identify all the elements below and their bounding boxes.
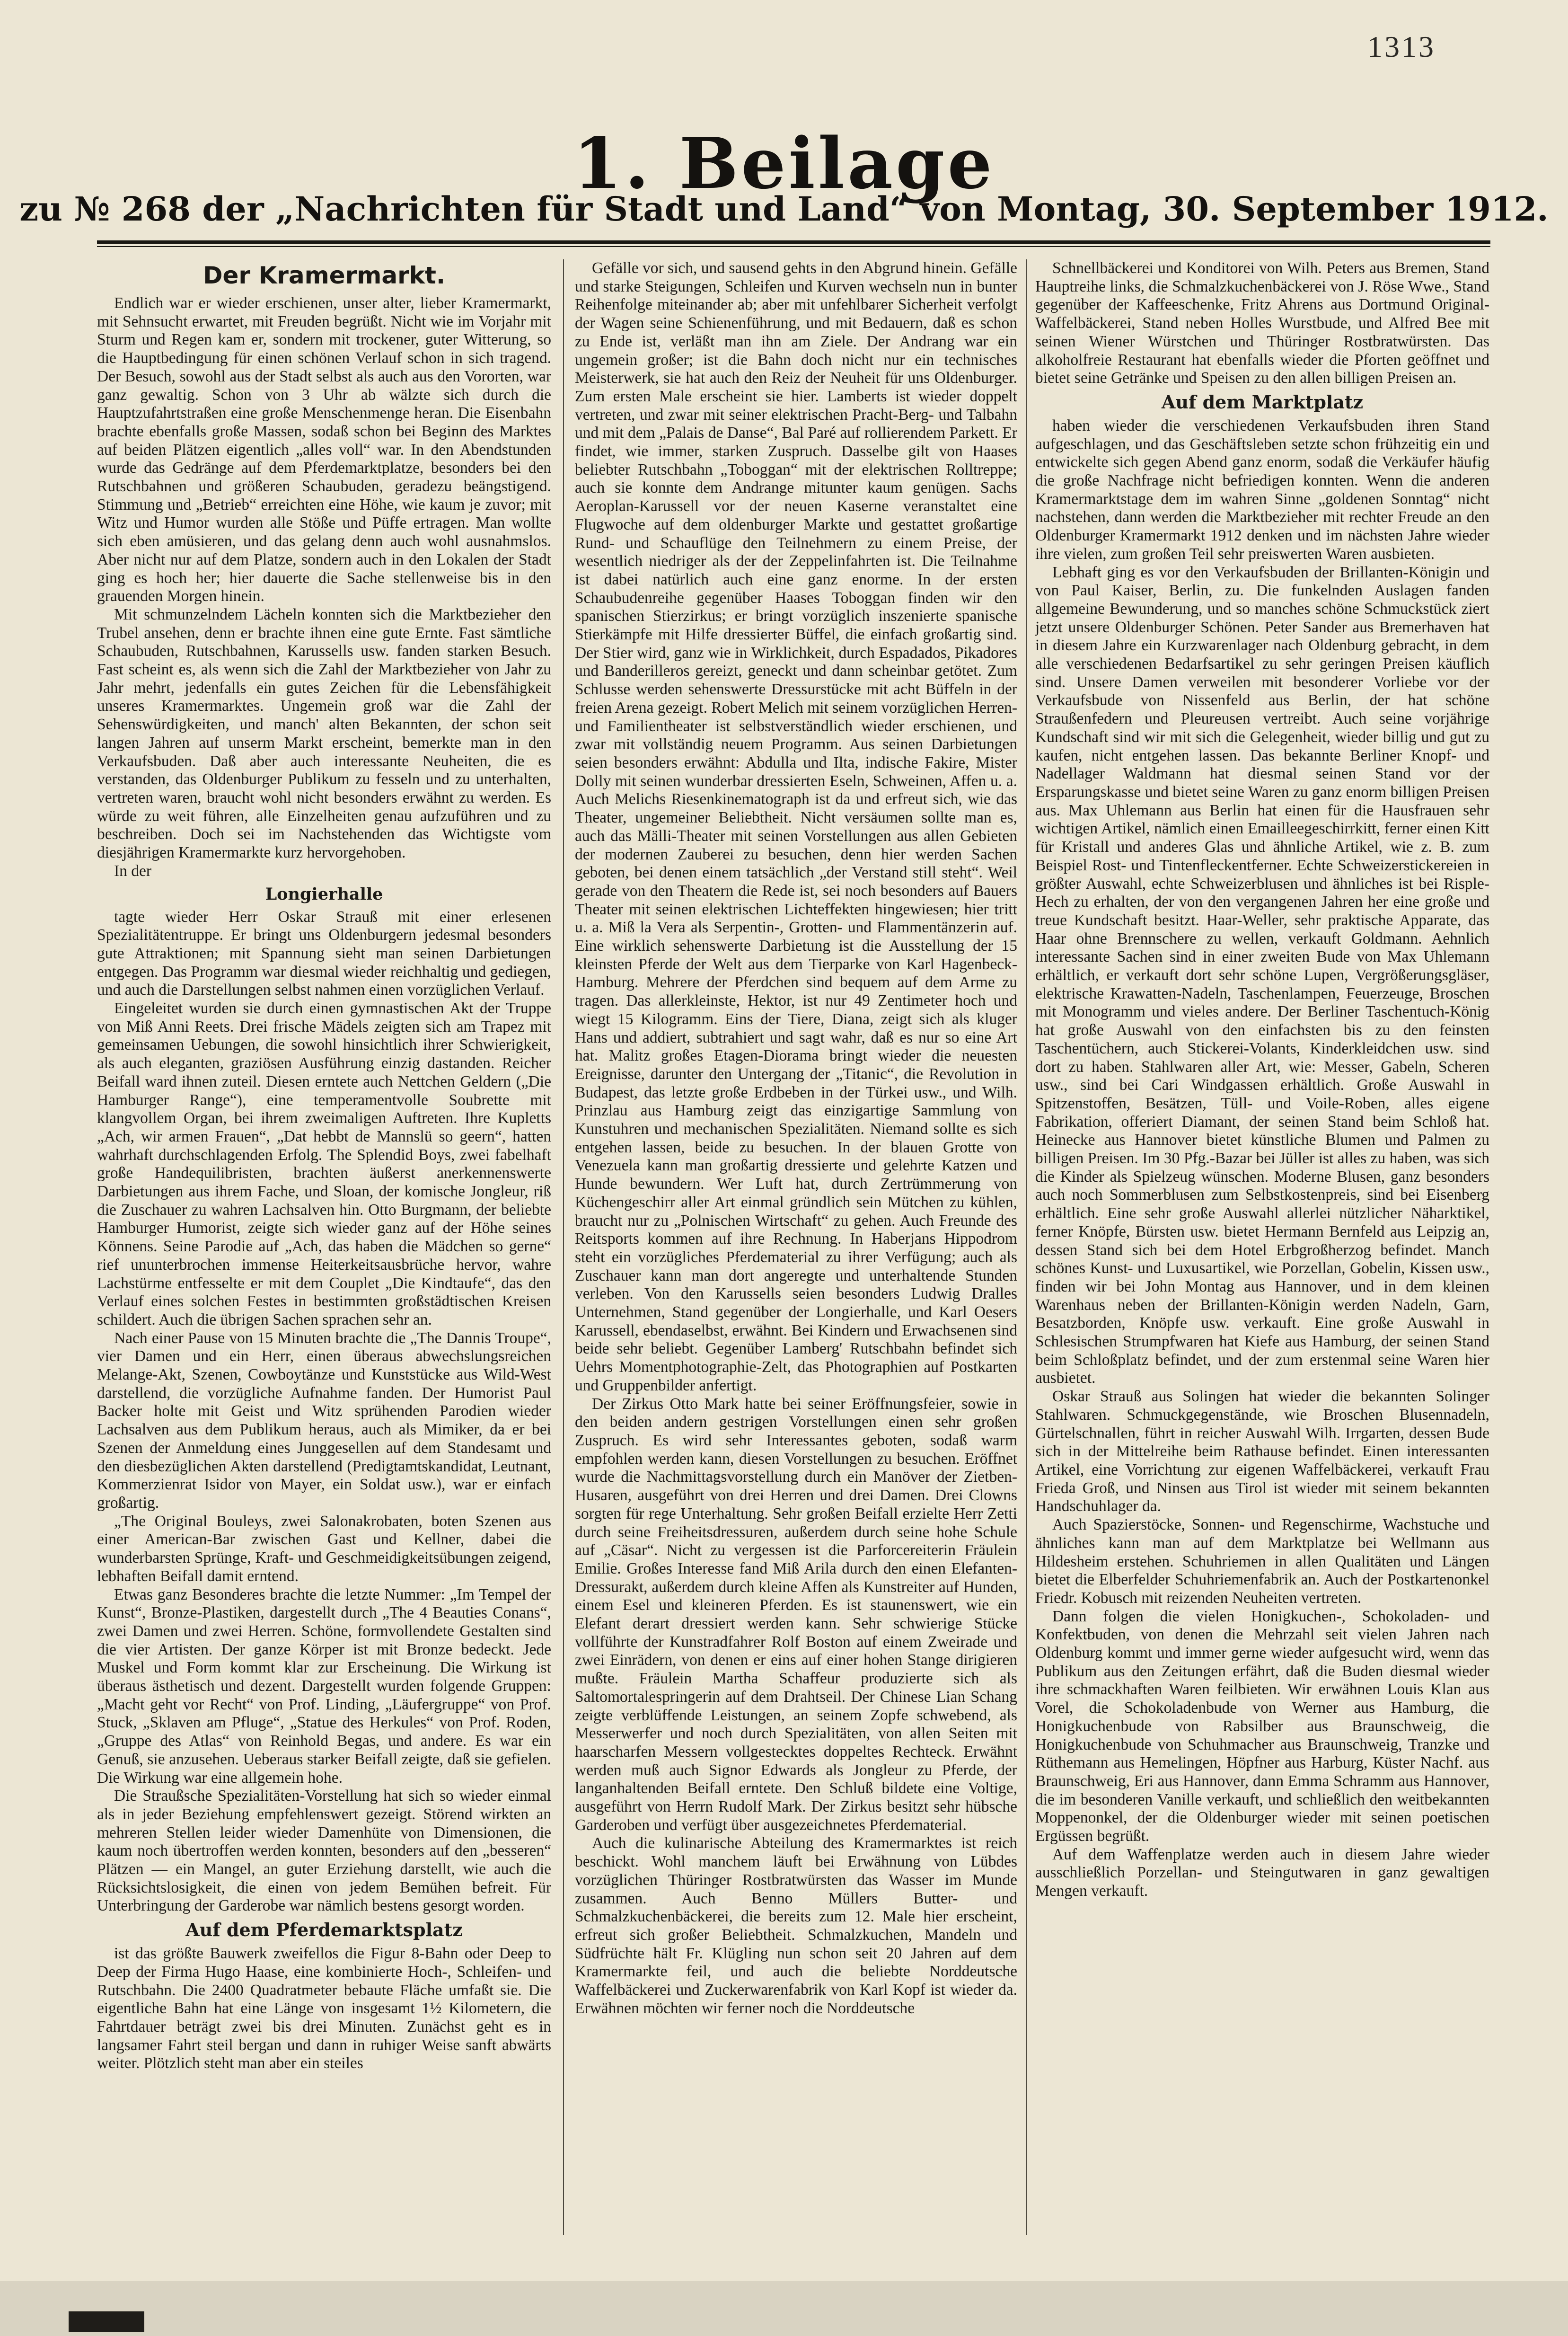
- section-subheading: Longierhalle: [265, 884, 383, 904]
- article-paragraph: Gefälle vor sich, und sausend gehts in den Abgrund hinein. Gefälle und starke Steigungen, Schleifen und Kurven wechseln nun in bunter Reihenfolge miteinander ab; aber mit unfehlbarer Sicherheit verfolgt der Wagen seine Schienenführung, und mit Bedauern, daß es schon zu Ende ist, verläßt man ihn am Ziele. Der Andrang war ein ungemein großer; ist die Bahn doch nicht nur ein technisches Meisterwerk, sie hat auch den Reiz der Neuheit für uns Oldenburger. Zum ersten Male erscheint sie hier. Lamberts ist wieder doppelt vertreten, und zwar mit seiner elektrischen Pracht-Berg- und Talbahn und mit dem „Palais de Danse“, Bal Paré auf rollierendem Parkett. Er findet, wie immer, starken Zuspruch. Dasselbe gilt von Haases beliebter Rutschbahn „Toboggan“ mit der elektrischen Rolltreppe; auch sie konnte dem Andrange mitunter kaum genügen. Sachs Aeroplan-Karussell vor der neuen Kaserne veranstaltet eine Flugwoche auf dem oldenburger Markte und gestattet großartige Rund- und Schauflüge den Teilnehmern zu einem Preise, der wesentlich niedriger als der der Zeppelinfahrten ist. Die Teilnahme ist dabei natürlich auch eine ganz enorme. In der ersten Schaubudenreihe gegenüber Haases Toboggan finden wir den spanischen Stierzirkus; er bringt vorzüglich inszenierte spanische Stierkämpfe mit Hilfe dressierter Büffel, die einfach großartig sind. Der Stier wird, ganz wie in Wirklichkeit, durch Espadados, Pikadores und Banderilleros gereizt, geneckt und dann scheinbar getötet. Zum Schlusse werden sehenswerte Dressurstücke mit acht Büffeln in der freien Arena gezeigt. Robert Melich mit seinem vorzüglichen Herren- und Familientheater ist selbstverständlich wieder erschienen, und zwar mit vollständig neuem Programm. Aus seinen Darbietungen seien besonders erwähnt: Abdulla und Ilta, indische Fakire, Mister Dolly mit seinen wunderbar dressierten Eseln, Schweinen, Affen u. a. Auch Melichs Riesenkinematograph ist da und erfreut sich, wie das Theater, ungemeiner Beliebtheit. Nicht versäumen sollte man es, auch das Mälli-Theater mit seinen Vorstellungen aus allen Gebieten der modernen Zauberei zu besuchen, denn hier werden Sachen geboten, bei denen einem tatsächlich „der Verstand still steht“. Weil gerade von den Theatern die Rede ist, sei noch besonders auf Bauers Theater mit seinen elektrischen Lichteffekten hingewiesen; hier tritt u. a. Miß la Vera als Serpentin-, Grotten- und Flammentänzerin auf. Eine wirklich sehenswerte Darbietung ist die Ausstellung der 15 kleinsten Pferde der Welt aus dem Tierparke von Karl Hagenbeck-Hamburg. Mehrere der Pferdchen sind bequem auf dem Arme zu tragen. Das allerkleinste, Hektor, ist nur 49 Zentimeter hoch und wiegt 15 Kilogramm. Eins der Tiere, Diana, zeigt sich als kluger Hans und addiert, subtrahiert und sagt wahr, daß es nur so eine Art hat. Malitz großes Etagen-Diorama bringt wieder die neuesten Ereignisse, darunter den Untergang der „Titanic“, die Revolution in Budapest, das letzte große Erdbeben in der Türkei usw., und Wilh. Prinzlau aus Hamburg zeigt das einzigartige Sammlung von Kunstuhren und mechanischen Spezialitäten. Niemand sollte es sich entgehen lassen, beide zu besuchen. In der blauen Grotte von Venezuela kann man großartig dressierte und gelehrte Katzen und Hunde bewundern. Wer Luft hat, durch Zertrümmerung von Küchengeschirr aller Art einmal gründlich sein Mütchen zu kühlen, braucht nur zu „Polnischen Wirtschaft“ zu gehen. Auch Freunde des Reitsports kommen auf ihre Rechnung. In Haberjans Hippodrom steht ein vorzügliches Pferdematerial zu ihrer Verfügung; auch als Zuschauer kann man dort angeregte und unterhaltende Stunden verleben. Von den Karussells seien besonders Ludwig Dralles Unternehmen, Stand gegenüber der Longierhalle, und Karl Oesers Karussell, ebendaselbst, erwähnt. Bei Kindern und Erwachsenen sind beide sehr beliebt. Gegenüber Lamberg' Rutschbahn befindet sich Uehrs Momentphotographie-Zelt, das Photographien auf Postkarten und Gruppenbilder anfertigt.: [575, 259, 1017, 1394]
- page-number: 1313: [1367, 30, 1436, 63]
- article-paragraph: Die Straußsche Spezialitäten-Vorstellung hat sich so wieder einmal als in jeder Beziehung empfehlenswert gezeigt. Störend wirkten an mehreren Stellen leider wieder Damenhüte von Dimensionen, die kaum noch übertroffen werden konnten, besonders auf den „besseren“ Plätzen — ein Mangel, an guter Erziehung darstellt, wie auch die Rücksichtslosigkeit, die einen von jedem Bemühen befreit. Für Unterbringung der Garderobe war nämlich bestens gesorgt worden.: [97, 1787, 551, 1915]
- article-paragraph: haben wieder die verschiedenen Verkaufsbuden ihren Stand aufgeschlagen, und das Geschäftsleben setzte schon frühzeitig ein und entwickelte sich gegen Abend ganz enorm, sodaß die Verkäufer häufig die große Nachfrage nicht befriedigen konnten. Wenn die anderen Kramermarktstage dem im wahren Sinne „goldenen Sonntag“ nicht nachstehen, dann werden die Marktbezieher mit rechter Freude an den Oldenburger Kramermarkt 1912 denken und im nächsten Jahre wieder ihre vielen, zum großen Teil sehr preiswerten Waren ausbieten.: [1035, 416, 1489, 563]
- article-heading: Der Kramermarkt.: [203, 262, 445, 289]
- masthead-rule-thin: [97, 246, 1490, 247]
- article-column-2: [575, 259, 1017, 2235]
- column-separator: [1026, 259, 1027, 2235]
- article-paragraph: Endlich war er wieder erschienen, unser alter, lieber Kramermarkt, mit Sehnsucht erwartet, mit Freuden begrüßt. Nicht wie im Vorjahr mit Sturm und Regen kam er, sondern mit trockener, guter Witterung, so die Hauptbedingung für einen schönen Verlauf schon in sich tragend. Der Besuch, sowohl aus der Stadt selbst als auch aus den Vororten, war ganz gewaltig. Schon von 3 Uhr ab wälzte sich durch die Hauptzufahrtstraßen eine große Menschenmenge heran. Die Eisenbahn brachte ebenfalls große Massen, sodaß schon bei Beginn des Marktes auf beiden Plätzen eigentlich „alles voll“ war. In den Abendstunden wurde das Gedränge auf dem Pferdemarktplatze, besonders bei den Rutschbahnen und größeren Schaubuden, geradezu beängstigend. Stimmung und „Betrieb“ erreichten eine Höhe, wie kaum je zuvor; mit Witz und Humor wurden alle Stöße und Püffe ertragen. Man wollte sich eben amüsieren, und das gelang denn auch wohl ausnahmslos. Aber nicht nur auf dem Platze, sondern auch in den Lokalen der Stadt ging es hoch her; hier dauerte die Sache stellenweise bis in den grauenden Morgen hinein.: [97, 294, 551, 605]
- article-paragraph: Lebhaft ging es vor den Verkaufsbuden der Brillanten-Königin und von Paul Kaiser, Berlin, zu. Die funkelnden Auslagen fanden allgemeine Bewunderung, und so manches schöne Schmuckstück ziert jetzt unsere Oldenburger Schönen. Peter Sander aus Bremerhaven hat in diesem Jahre ein Kurzwarenlager nach Oldenburg gebracht, in dem alle verschiedenen Bedarfsartikel zu sehr geringen Preisen käuflich sind. Unsere Damen verweilen mit besonderer Vorliebe vor der Verkaufsbude von Nissenfeld aus Berlin, der hat schöne Straußenfedern und Pleureusen vertreibt. Auch seine vorjährige Kundschaft sind wir mit sich die Gelegenheit, wieder billig und gut zu kaufen, nicht entgehen lassen. Das bekannte Berliner Knopf- und Nadellager Waldmann hat diesmal seinen Stand vor der Ersparungskasse und bietet seine Waren zu ganz enorm billigen Preisen aus. Max Uhlemann aus Berlin hat einen für die Hausfrauen sehr wichtigen Artikel, nämlich einen Emailleegeschirrkitt, ferner einen Kitt für Kristall und anderes Glas und ähnliche Artikel, wie z. B. zum Beispiel Rost- und Tintenfleckentferner. Echte Schweizerstickereien in größter Auswahl, echte Schweizerblusen und ähnliches ist bei Risple-Hech zu erhalten, der von den vergangenen Jahren her eine große und treue Kundschaft besitzt. Haar-Weller, sehr praktische Apparate, das Haar ohne Brennschere zu wellen, verkauft Goldmann. Aehnlich interessante Sachen sind in einer zweiten Bude von Max Uhlemann erhältlich, er verkauft dort sehr schöne Lupen, Vergrößerungsgläser, elektrische Krawatten-Nadeln, Taschenlampen, Feuerzeuge, Broschen mit Monogramm und vieles andere. Der Berliner Taschentuch-König hat große Auswahl von den einfachsten bis zu den feinsten Taschentüchern, auch Stickerei-Volants, Kinderkleidchen usw. sind dort zu haben. Stahlwaren aller Art, wie: Messer, Gabeln, Scheren usw., sind bei Cari Windgassen erhältlich. Große Auswahl in Spitzenstoffen, Besätzen, Tüll- und Voile-Roben, alles eigene Fabrikation, offeriert Diamant, der seinen Stand beim Schloß hat. Heinecke aus Hannover bietet künstliche Blumen und Palmen zu billigen Preisen. Im 30 Pfg.-Bazar bei Jüller ist alles zu haben, was sich die Kinder als Spielzeug wünschen. Moderne Blusen, ganz besonders auch noch Sommerblusen zum Selbstkostenpreis, sind bei Eisenberg erhältlich. Eine sehr große Auswahl allerlei nützlicher Näharktikel, ferner Knöpfe, Bürsten usw. bietet Hermann Bernfeld aus Leipzig an, dessen Stand sich bei dem Hotel Erbgroßherzog befindet. Manch schönes Kunst- und Luxusartikel, wie Porzellan, Gobelin, Kissen usw., finden wir bei John Montag aus Hannover, und in dem kleinen Warenhaus neben der Brillanten-Königin werden Nadeln, Garn, Besatzborden, Knöpfe usw. verkauft. Eine große Auswahl in Schlesischen Strumpfwaren hat Kiefe aus Hamburg, der seinen Stand beim Schloßplatz befindet, und der zum erstenmal seine Waren hier ausbietet.: [1035, 563, 1489, 1387]
- scan-tape-mark: [69, 2311, 144, 2332]
- article-paragraph: Auf dem Waffenplatze werden auch in diesem Jahre wieder ausschließlich Porzellan- und Steingutwaren in ganz gewaltigen Mengen verkauft.: [1035, 1845, 1489, 1900]
- article-paragraph: ist das größte Bauwerk zweifellos die Figur 8-Bahn oder Deep to Deep der Firma Hugo Haase, eine kombinierte Hoch-, Schleifen- und Rutschbahn. Die 2400 Quadratmeter bebaute Fläche umfaßt sie. Die eigentliche Bahn hat eine Länge von insgesamt 1½ Kilometern, die Fahrtdauer beträgt zwei bis drei Minuten. Zunächst geht es in langsamer Fahrt steil bergan und dann in ruhiger Weise sanft abwärts weiter. Plötzlich steht man aber ein steiles: [97, 1945, 551, 2072]
- supplement-subtitle: zu № 268 der „Nachrichten für Stadt und Land“ von Montag, 30. September 1912.: [19, 189, 1549, 229]
- column-separator: [563, 259, 564, 2235]
- article-paragraph: Etwas ganz Besonderes brachte die letzte Nummer: „Im Tempel der Kunst“, Bronze-Plastiken, dargestellt durch „The 4 Beauties Conans“, zwei Damen und zwei Herren. Schöne, formvollendete Gestalten sind die vier Artisten. Der ganze Körper ist mit Bronze bedeckt. Jede Muskel und Form kommt klar zur Erscheinung. Die Wirkung ist überaus ästhetisch und dezent. Dargestellt wurden folgende Gruppen: „Macht geht vor Recht“ von Prof. Linding, „Läufergruppe“ von Prof. Stuck, „Sklaven am Pfluge“, „Statue des Herkules“ von Prof. Roden, „Gruppe des Atlas“ von Reinhold Begas, und andere. Es war ein Genuß, sie anzusehen. Ueberaus starker Beifall zeigte, daß sie gefielen. Die Wirkung war eine allgemein hohe.: [97, 1585, 551, 1787]
- article-paragraph: Mit schmunzelndem Lächeln konnten sich die Marktbezieher den Trubel ansehen, denn er brachte ihnen eine gute Ernte. Fast sämtliche Schaubuden, Rutschbahnen, Karussells usw. fanden starken Besuch. Fast scheint es, als wenn sich die Zahl der Marktbezieher von Jahr zu Jahr mehrt, jedenfalls ein gutes Zeichen für die Lebensfähigkeit unseres Kramermarktes. Ungemein groß war die Zahl der Sehenswürdigkeiten, und manch' alten Bekannten, der schon seit langen Jahren auf unserm Markt erscheint, bemerkte man in den Verkaufsbuden. Daß aber auch interessante Neuheiten, die es verstanden, das Oldenburger Publikum zu fesseln und zu unterhalten, vertreten waren, braucht wohl nicht besonders erwähnt zu werden. Es würde zu weit führen, alle Einzelheiten genau aufzuführen und zu beschreiben. Doch sei im Nachstehenden das Wichtigste vom diesjährigen Kramermarkte kurz hervorgehoben.: [97, 605, 551, 862]
- article-paragraph: Schnellbäckerei und Konditorei von Wilh. Peters aus Bremen, Stand Hauptreihe links, die Schmalzkuchenbäckerei von J. Röse Wwe., Stand gegenüber der Kaffeeschenke, Fritz Ahrens aus Dortmund Original-Waffelbäckerei, Stand neben Holles Wurstbude, und Alfred Bee mit seinen Wiener Würstchen und Thüringer Rostbratwürsten. Das alkoholfreie Restaurant hat ebenfalls wieder die Pforten geöffnet und bietet seine Getränke und Speisen zu den allen billigen Preisen an.: [1035, 259, 1489, 387]
- supplement-title: 1. Beilage: [573, 122, 995, 204]
- section-subheading: Auf dem Pferdemarktsplatz: [185, 1919, 463, 1941]
- article-column-1: [97, 259, 551, 2235]
- article-paragraph: Nach einer Pause von 15 Minuten brachte die „The Dannis Troupe“, vier Damen und ein Herr, einen überaus abwechslungsreichen Melange-Akt, Szenen, Cowboytänze und Kunststücke aus Wild-West darstellend, die vorzügliche Aufnahme fanden. Der Humorist Paul Backer holte mit Geist und Witz sprühenden Parodien wieder Lachsalven aus dem Publikum heraus, auch als Mimiker, da er bei Szenen der Anmeldung eines Junggesellen auf dem Standesamt und den diesbezüglichen Akten darstellend (Predigtamtskandidat, Leutnant, Kommerzienrat Isidor von Mayer, ein Soldat usw.), war er einfach großartig.: [97, 1329, 551, 1512]
- section-subheading: Auf dem Marktplatz: [1161, 391, 1364, 413]
- article-column-3: [1035, 259, 1489, 2235]
- scan-bottom-strip: [0, 2281, 1568, 2336]
- article-paragraph: Auch die kulinarische Abteilung des Kramermarktes ist reich beschickt. Wohl manchem läuft bei Erwähnung von Lübdes vorzüglichen Thüringer Rostbratwürsten das Wasser im Munde zusammen. Auch Benno Müllers Butter- und Schmalzkuchenbäckerei, die bereits zum 12. Male hier erscheint, erfreut sich großer Beliebtheit. Schmalzkuchen, Mandeln und Südfrüchte hält Fr. Klügling nun schon seit 20 Jahren auf dem Kramermarkte feil, und auch die beliebte Norddeutsche Waffelbäckerei und Zuckerwarenfabrik von Karl Kopf ist wieder da. Erwähnen möchten wir ferner noch die Norddeutsche: [575, 1834, 1017, 2017]
- article-paragraph: tagte wieder Herr Oskar Strauß mit einer erlesenen Spezialitätentruppe. Er bringt uns Oldenburgern jedesmal besonders gute Attraktionen; mit Spannung sieht man seinen Darbietungen entgegen. Das Programm war diesmal wieder reichhaltig und gediegen, und auch die Darstellungen selbst nahmen einen vorzüglichen Verlauf.: [97, 908, 551, 999]
- article-paragraph: Oskar Strauß aus Solingen hat wieder die bekannten Solinger Stahlwaren. Schmuckgegenstände, wie Broschen Blusennadeln, Gürtelschnallen, führt in reicher Auswahl Wilh. Irrgarten, dessen Bude sich in der Mittelreihe beim Rathause befindet. Einen interessanten Artikel, eine Vorrichtung zur eigenen Waffelbäckerei, verkauft Frau Frieda Groß, und Ninsen aus Tirol ist wieder mit seinem bekannten Handschuhlager da.: [1035, 1388, 1489, 1515]
- article-paragraph: Dann folgen die vielen Honigkuchen-, Schokoladen- und Konfektbuden, von denen die Mehrzahl seit vielen Jahren nach Oldenburg kommt und immer gerne wieder aufgesucht wird, wenn das Publikum aus den Zeitungen erfährt, daß die Buden diesmal wieder ihre schmackhaften Waren feilbieten. Wir erwähnen Louis Klan aus Vorel, die Schokoladenbude von Werner aus Hamburg, die Honigkuchenbude von Rabsilber aus Braunschweig, die Honigkuchenbude von Schuhmacher aus Braunschweig, Tranzke und Rüthemann aus Hemelingen, Höpfner aus Harburg, Küster Nachf. aus Braunschweig, Eri aus Hannover, dann Emma Schramm aus Hannover, die im besonderen Vanille verkauft, und schließlich den weitbekannten Moppenonkel, der die Oldenburger wieder mit seinen poetischen Ergüssen begrüßt.: [1035, 1607, 1489, 1845]
- article-paragraph: „The Original Bouleys, zwei Salonakrobaten, boten Szenen aus einer American-Bar zwischen Gast und Kellner, dabei die wunderbarsten Sprünge, Kraft- und Geschmeidigkeitsübungen zeigend, lebhaften Beifall damit erntend.: [97, 1512, 551, 1585]
- article-paragraph: Eingeleitet wurden sie durch einen gymnastischen Akt der Truppe von Miß Anni Reets. Drei frische Mädels zeigten sich am Trapez mit gemeinsamen Uebungen, die sowohl hinsichtlich ihrer Schwierigkeit, als auch eleganten, graziösen Ausführung einzig dastanden. Reicher Beifall ward ihnen zuteil. Diesen erntete auch Nettchen Geldern („Die Hamburger Range“), eine temperamentvolle Soubrette mit klangvollem Organ, bei ihrem zweimaligen Auftreten. Ihre Kupletts „Ach, wir armen Frauen“, „Dat hebbt de Mannslü so geern“, hatten wahrhaft durchschlagenden Erfolg. The Splendid Boys, zwei fabelhaft große Handequilibristen, brachten äußerst anerkennenswerte Darbietungen aus ihrem Fache, und Sloan, der komische Jongleur, riß die Zuschauer zu wahren Lachsalven hin. Otto Burgmann, der beliebte Hamburger Humorist, zeigte sich wieder ganz auf der Höhe seines Könnens. Seine Parodie auf „Ach, das haben die Mädchen so gerne“ rief ununterbrochen immense Heiterkeitsausbrüche hervor, wahre Lachstürme entfesselte er mit dem Couplet „Die Kindtaufe“, das den Verlauf eines solchen Festes in bestimmten großstädtischen Kreisen schildert. Auch die übrigen Sachen sprachen sehr an.: [97, 1000, 551, 1328]
- article-paragraph: Auch Spazierstöcke, Sonnen- und Regenschirme, Wachstuche und ähnliches kann man auf dem Marktplatze bei Wellmann aus Hildesheim erstehen. Schuhriemen in allen Qualitäten und Längen bietet die Elberfelder Schuhriemenfabrik an. Auch der Postkartenonkel Friedr. Kobusch mit reizenden Neuheiten vertreten.: [1035, 1516, 1489, 1607]
- article-paragraph-lead: In der: [114, 862, 152, 880]
- article-paragraph: Der Zirkus Otto Mark hatte bei seiner Eröffnungsfeier, sowie in den beiden andern gestrigen Vorstellungen einen sehr großen Zuspruch. Es wird sehr Interessantes geboten, sodaß warm empfohlen werden kann, diesen Vorstellungen zu besuchen. Eröffnet wurde die Nachmittagsvorstellung durch ein Manöver der Zietben-Husaren, ausgeführt von drei Herren und drei Damen. Drei Clowns sorgten für rege Unterhaltung. Sehr großen Beifall erzielte Herr Zetti durch seine Freiheitsdressuren, außerdem durch seine hohe Schule auf „Cäsar“. Nicht zu vergessen ist die Parforcereiterin Fräulein Emilie. Großes Interesse fand Miß Arila durch den einen Elefanten-Dressurakt, außerdem durch kleine Affen als Kunstreiter auf Hunden, einem Esel und kleineren Pferden. Es ist staunenswert, wie ein Elefant derart dressiert werden kann. Sehr schwierige Stücke vollführte der Kunstradfahrer Rolf Boston auf einem Zweirade und zwei Einrädern, von denen er eins auf einer hohen Stange dirigieren mußte. Fräulein Martha Schaffeur produzierte sich als Saltomortalespringerin auf dem Drahtseil. Der Chinese Lian Schang zeigte verblüffende Leistungen, an seinem Zopfe schwebend, als Messerwerfer und noch durch Spezialitäten, von allen Seiten mit haarscharfen Messern vollgestecktes doppeltes Rechteck. Erwähnt werden muß auch Signor Edwards als Jongleur zu Pferde, der langanhaltenden Beifall erntete. Den Schluß bildete eine Voltige, ausgeführt von Herrn Rudolf Mark. Der Zirkus besitzt sehr hübsche Garderoben und verfügt über ausgezeichnetes Pferdematerial.: [575, 1395, 1017, 1834]
- masthead-rule: [97, 240, 1490, 244]
